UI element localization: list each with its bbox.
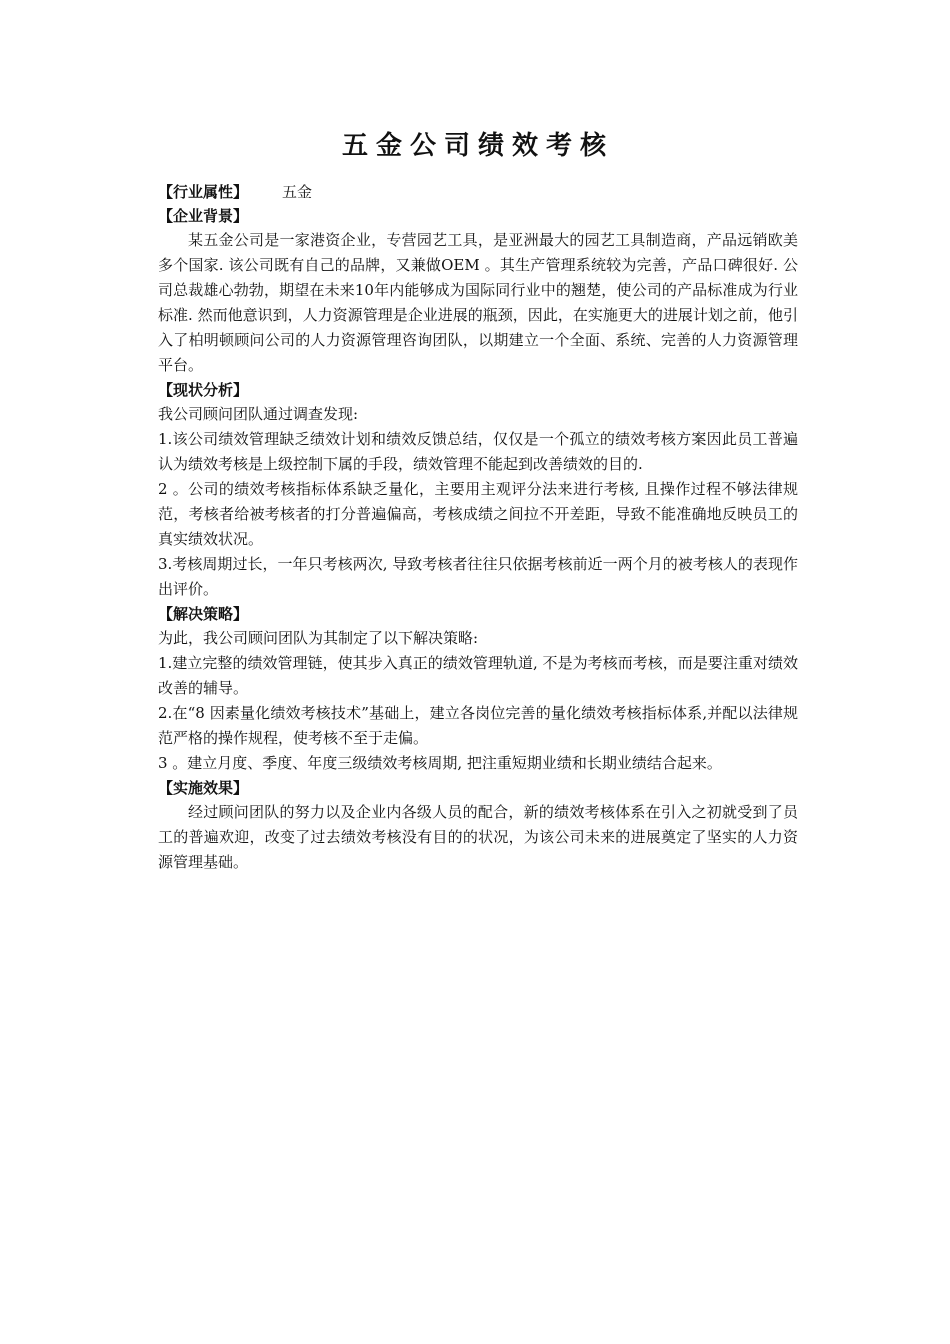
analysis-intro: 我公司顾问团队通过调查发现: [158,405,359,423]
analysis-item: 3.考核周期过长，一年只考核两次, 导致考核者往往只依据考核前近一两个月的被考核人的表现作出评价。 [158,555,798,598]
document-title: 五金公司绩效考核 [341,131,614,161]
industry-value: 五金 [282,183,313,201]
effect-heading: 【实施效果】 [158,779,249,797]
industry-label: 【行业属性】 [158,183,249,201]
analysis-heading: 【现状分析】 [158,381,249,399]
effect-paragraph: 经过顾问团队的努力以及企业内各级人员的配合，新的绩效考核体系在引入之初就受到了员工的普遍欢迎，改变了过去绩效考核没有目的的状况，为该公司未来的进展奠定了坚实的人力资源管理基础。 [158,803,798,871]
industry-row [158,180,798,204]
analysis-item: 1.该公司绩效管理缺乏绩效计划和绩效反馈总结，仅仅是一个孤立的绩效考核方案因此员工普遍认为绩效考核是上级控制下属的手段，绩效管理不能起到改善绩效的目的. [158,430,798,473]
document-page [158,126,798,875]
strategy-intro: 为此，我公司顾问团队为其制定了以下解决策略: [158,629,479,647]
strategy-item: 3 。建立月度、季度、年度三级绩效考核周期, 把注重短期业绩和长期业绩结合起来。 [158,754,722,772]
strategy-heading: 【解决策略】 [158,605,249,623]
background-paragraph: 某五金公司是一家港资企业，专营园艺工具，是亚洲最大的园艺工具制造商，产品远销欧美多个国家. 该公司既有自己的品牌，又兼做OEM 。其生产管理系统较为完善，产品口碑很好. 公司总裁雄心勃勃，期望在未来10年内能够成为国际同行业中的翘楚，使公司的产品标准成为行业标准. 然而他意识到，人力资源管理是企业进展的瓶颈，因此，在实施更大的进展计划之前，他引入了柏明顿顾问公司的人力资源管理咨询团队，以期建立一个全面、系统、完善的人力资源管理平台。 [158,231,798,374]
background-heading: 【企业背景】 [158,207,249,225]
analysis-item: 2 。公司的绩效考核指标体系缺乏量化，主要用主观评分法来进行考核, 且操作过程不够法律规范，考核者给被考核者的打分普遍偏高，考核成绩之间拉不开差距，导致不能准确地反映员工的真实绩效状况。 [158,480,798,548]
strategy-item: 2.在“8 因素量化绩效考核技术”基础上，建立各岗位完善的量化绩效考核指标体系,并配以法律规范严格的操作规程，使考核不至于走偏。 [158,704,798,747]
strategy-item: 1.建立完整的绩效管理链，使其步入真正的绩效管理轨道, 不是为考核而考核，而是要注重对绩效改善的辅导。 [158,654,798,697]
